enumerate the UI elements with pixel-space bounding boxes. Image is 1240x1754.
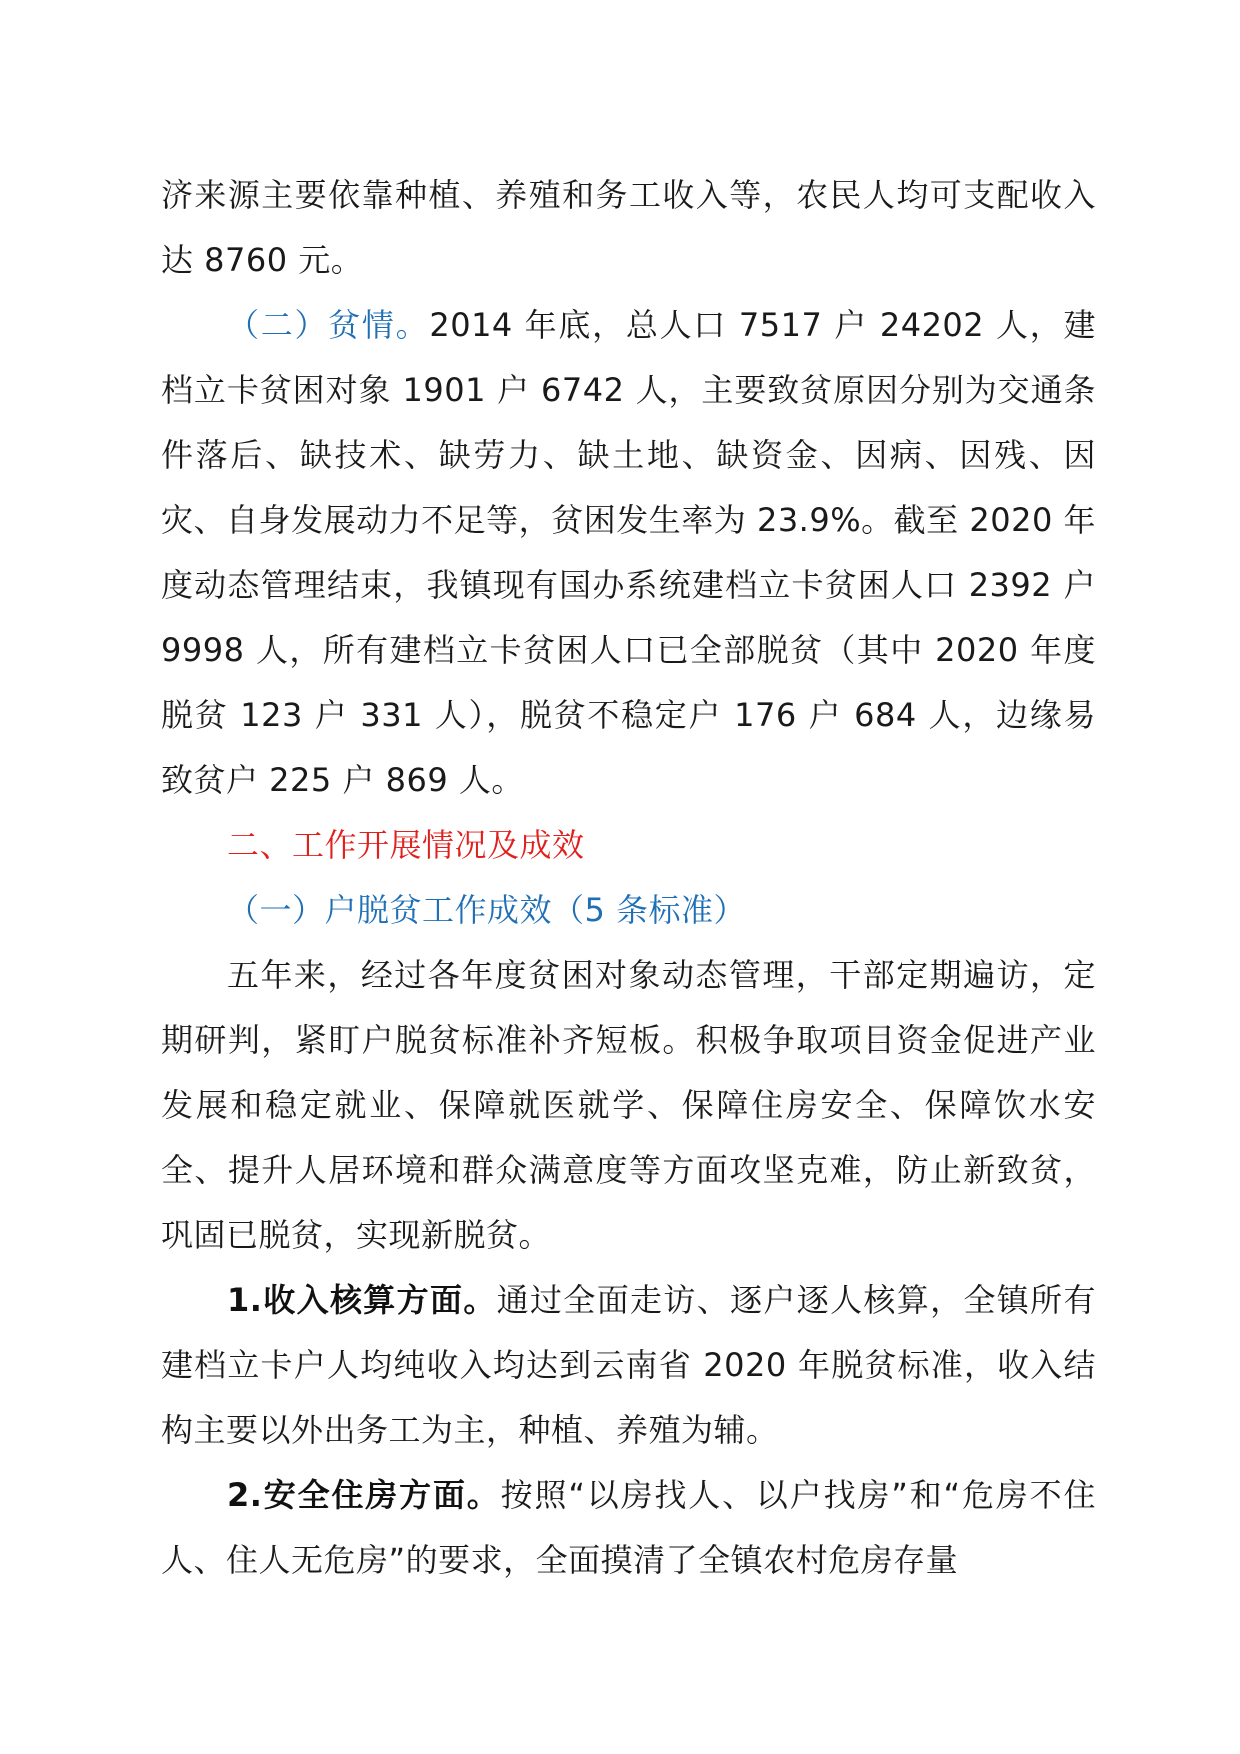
- paragraph-income: [161, 1268, 1096, 1463]
- income-text: 通过全面走访、逐户逐人核算，全镇所有建档立卡户人均纯收入均达到云南省 2020 年脱贫标准，收入结构主要以外出务工为主，种植、养殖为辅。: [161, 1281, 1096, 1449]
- paragraph-five-years: [161, 943, 1096, 1268]
- income-label: 1.收入核算方面。: [227, 1281, 497, 1319]
- paragraph-economy-text: 济来源主要依靠种植、养殖和务工收入等，农民人均可支配收入达 8760 元。: [161, 176, 1096, 279]
- document-body: [161, 163, 1096, 1593]
- poverty-situation-label: （二）贫情。: [227, 306, 430, 344]
- paragraph-economy: [161, 163, 1096, 293]
- paragraph-five-years-text: 五年来，经过各年度贫困对象动态管理，干部定期遍访，定期研判，紧盯户脱贫标准补齐短板。积极争取项目资金促进产业发展和稳定就业、保障就医就学、保障住房安全、保障饮水安全、提升人居环境和群众满意度等方面攻坚克难，防止新致贫，巩固已脱贫，实现新脱贫。: [161, 956, 1096, 1254]
- housing-label: 2.安全住房方面。: [227, 1476, 501, 1514]
- poverty-situation-text: 2014 年底，总人口 7517 户 24202 人，建档立卡贫困对象 1901 户 6742 人，主要致贫原因分别为交通条件落后、缺技术、缺劳力、缺土地、缺资金、因病、因残、因灾、自身发展动力不足等，贫困发生率为 23.9%。截至 2020 年度动态管理结束，我镇现有国办系统建档立卡贫困人口 2392 户 9998 人，所有建档立卡贫困人口已全部脱贫（其中 2020 年度脱贫 123 户 331 人），脱贫不稳定户 176 户 684 人，边缘易致贫户 225 户 869 人。: [161, 306, 1096, 799]
- paragraph-housing: [161, 1463, 1096, 1593]
- paragraph-poverty-situation: [161, 293, 1096, 813]
- section-heading-work-progress: 二、工作开展情况及成效: [227, 826, 585, 864]
- housing-text: 按照“以房找人、以户找房”和“危房不住人、住人无危房”的要求，全面摸清了全镇农村危房存量: [161, 1476, 1096, 1579]
- subsection-heading-household: （一）户脱贫工作成效（5 条标准）: [227, 891, 747, 929]
